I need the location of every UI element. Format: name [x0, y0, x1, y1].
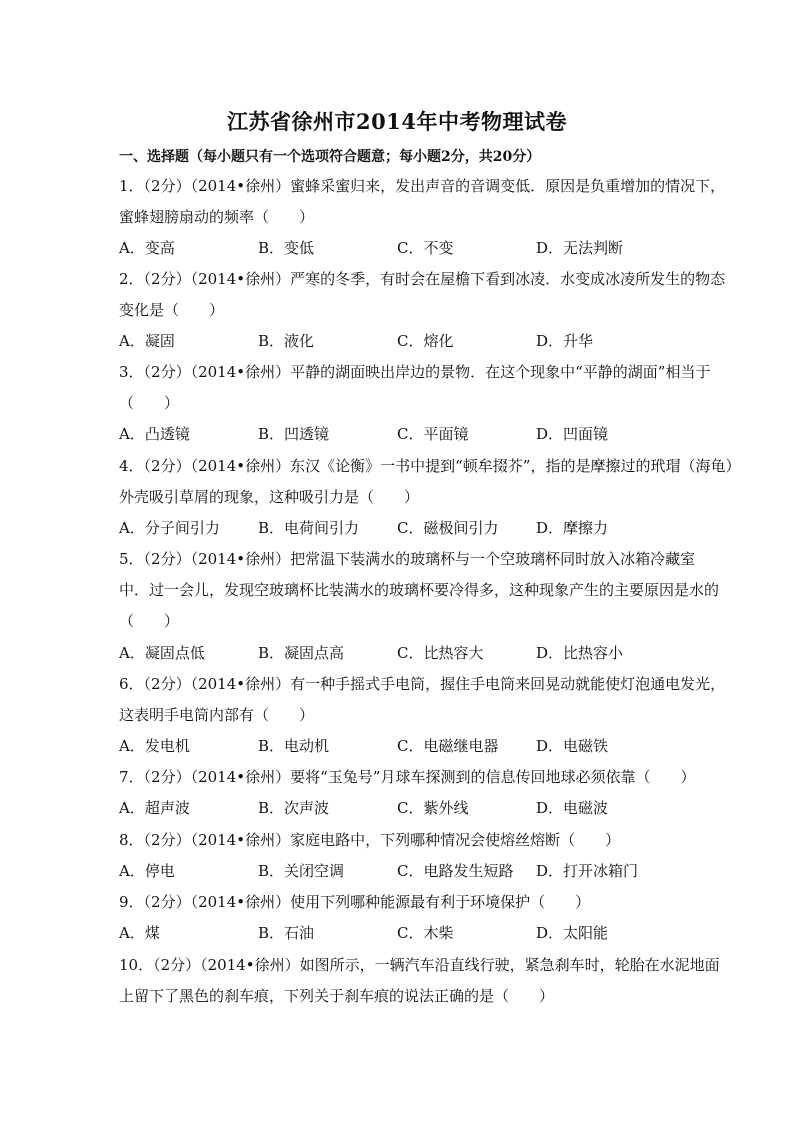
question-4-options	[119, 518, 699, 538]
question-9-options	[119, 923, 699, 943]
option-d[interactable]: D．电磁波	[536, 799, 609, 817]
option-a[interactable]: A．凸透镜	[119, 425, 190, 443]
option-d[interactable]: D．打开冰箱门	[536, 862, 639, 880]
question-8-options	[119, 861, 699, 881]
question-6-line-2: 这表明手电筒内部有（ ）	[119, 706, 315, 724]
option-b[interactable]: B．关闭空调	[258, 862, 345, 880]
question-2-line-1: 2．（2分）（2014•徐州）严寒的冬季，有时会在屋檐下看到冰凌．水变成冰凌所发生的物态	[119, 270, 726, 288]
option-c[interactable]: C．比热容大	[397, 644, 484, 662]
question-6-line-1: 6．（2分）（2014•徐州）有一种手摇式手电筒，握住手电筒来回晃动就能使灯泡通电发光，	[119, 675, 726, 693]
option-b[interactable]: B．电动机	[258, 737, 330, 755]
question-4-line-1: 4．（2分）（2014•徐州）东汉《论衡》一书中提到“顿牟掇芥”，指的是摩擦过的玳瑁（海龟）	[119, 457, 741, 475]
option-c[interactable]: C．熔化	[397, 332, 454, 350]
option-d[interactable]: D．升华	[536, 332, 594, 350]
option-b[interactable]: B．电荷间引力	[258, 519, 360, 537]
option-c[interactable]: C．平面镜	[397, 425, 469, 443]
option-c[interactable]: C．磁极间引力	[397, 519, 499, 537]
option-d[interactable]: D．太阳能	[536, 924, 609, 942]
question-5-options	[119, 643, 699, 663]
question-3-line-2: （ ）	[119, 394, 180, 412]
option-a[interactable]: A．凝固	[119, 332, 175, 350]
question-2-options	[119, 331, 699, 351]
question-10-line-2: 上留下了黑色的刹车痕，下列关于刹车痕的说法正确的是（ ）	[119, 987, 555, 1005]
question-6-options	[119, 736, 699, 756]
option-a[interactable]: A．超声波	[119, 799, 190, 817]
option-d[interactable]: D．无法判断	[536, 239, 624, 257]
option-c[interactable]: C．木柴	[397, 924, 454, 942]
option-b[interactable]: B．凹透镜	[258, 425, 330, 443]
option-b[interactable]: B．变低	[258, 239, 315, 257]
option-a[interactable]: A．凝固点低	[119, 644, 205, 662]
page-title: 江苏省徐州市2014年中考物理试卷	[227, 109, 567, 134]
question-1-line-2: 蜜蜂翅膀扇动的频率（ ）	[119, 208, 315, 226]
option-b[interactable]: B．液化	[258, 332, 315, 350]
option-d[interactable]: D．摩擦力	[536, 519, 609, 537]
question-5-line-3: （ ）	[119, 612, 180, 630]
question-1-line-1: 1．（2分）（2014•徐州）蜜蜂采蜜归来，发出声音的音调变低．原因是负重增加的情况下，	[119, 177, 726, 195]
option-a[interactable]: A．分子间引力	[119, 519, 220, 537]
option-b[interactable]: B．次声波	[258, 799, 330, 817]
option-d[interactable]: D．凹面镜	[536, 425, 609, 443]
option-d[interactable]: D．电磁铁	[536, 737, 609, 755]
section-heading: 一、选择题（每小题只有一个选项符合题意；每小题2分，共20分）	[119, 149, 541, 165]
option-c[interactable]: C．紫外线	[397, 799, 469, 817]
option-b[interactable]: B．凝固点高	[258, 644, 345, 662]
option-b[interactable]: B．石油	[258, 924, 315, 942]
question-3-options	[119, 424, 699, 444]
option-d[interactable]: D．比热容小	[536, 644, 624, 662]
option-a[interactable]: A．变高	[119, 239, 175, 257]
option-c[interactable]: C．不变	[397, 239, 454, 257]
option-c[interactable]: C．电路发生短路	[397, 862, 514, 880]
question-2-line-2: 变化是（ ）	[119, 301, 225, 319]
question-1-options	[119, 238, 699, 258]
question-5-line-2: 中．过一会儿，发现空玻璃杯比装满水的玻璃杯要冷得多，这种现象产生的主要原因是水的	[119, 581, 720, 599]
option-a[interactable]: A．发电机	[119, 737, 190, 755]
question-9-line-1: 9．（2分）（2014•徐州）使用下列哪种能源最有利于环境保护（ ）	[119, 893, 591, 911]
question-4-line-2: 外壳吸引草屑的现象，这种吸引力是（ ）	[119, 488, 420, 506]
option-a[interactable]: A．煤	[119, 924, 160, 942]
question-3-line-1: 3．（2分）（2014•徐州）平静的湖面映出岸边的景物．在这个现象中“平静的湖面”相当于	[119, 363, 711, 381]
question-8-line-1: 8．（2分）（2014•徐州）家庭电路中，下列哪种情况会使熔丝熔断（ ）	[119, 831, 621, 849]
option-c[interactable]: C．电磁继电器	[397, 737, 499, 755]
question-7-options	[119, 798, 699, 818]
option-a[interactable]: A．停电	[119, 862, 175, 880]
question-10-line-1: 10．（2分）（2014•徐州）如图所示，一辆汽车沿直线行驶，紧急刹车时，轮胎在水泥地面	[119, 956, 720, 974]
question-7-line-1: 7．（2分）（2014•徐州）要将“玉兔号”月球车探测到的信息传回地球必须依靠（ ）	[119, 768, 696, 786]
question-5-line-1: 5．（2分）（2014•徐州）把常温下装满水的玻璃杯与一个空玻璃杯同时放入冰箱冷藏室	[119, 550, 696, 568]
